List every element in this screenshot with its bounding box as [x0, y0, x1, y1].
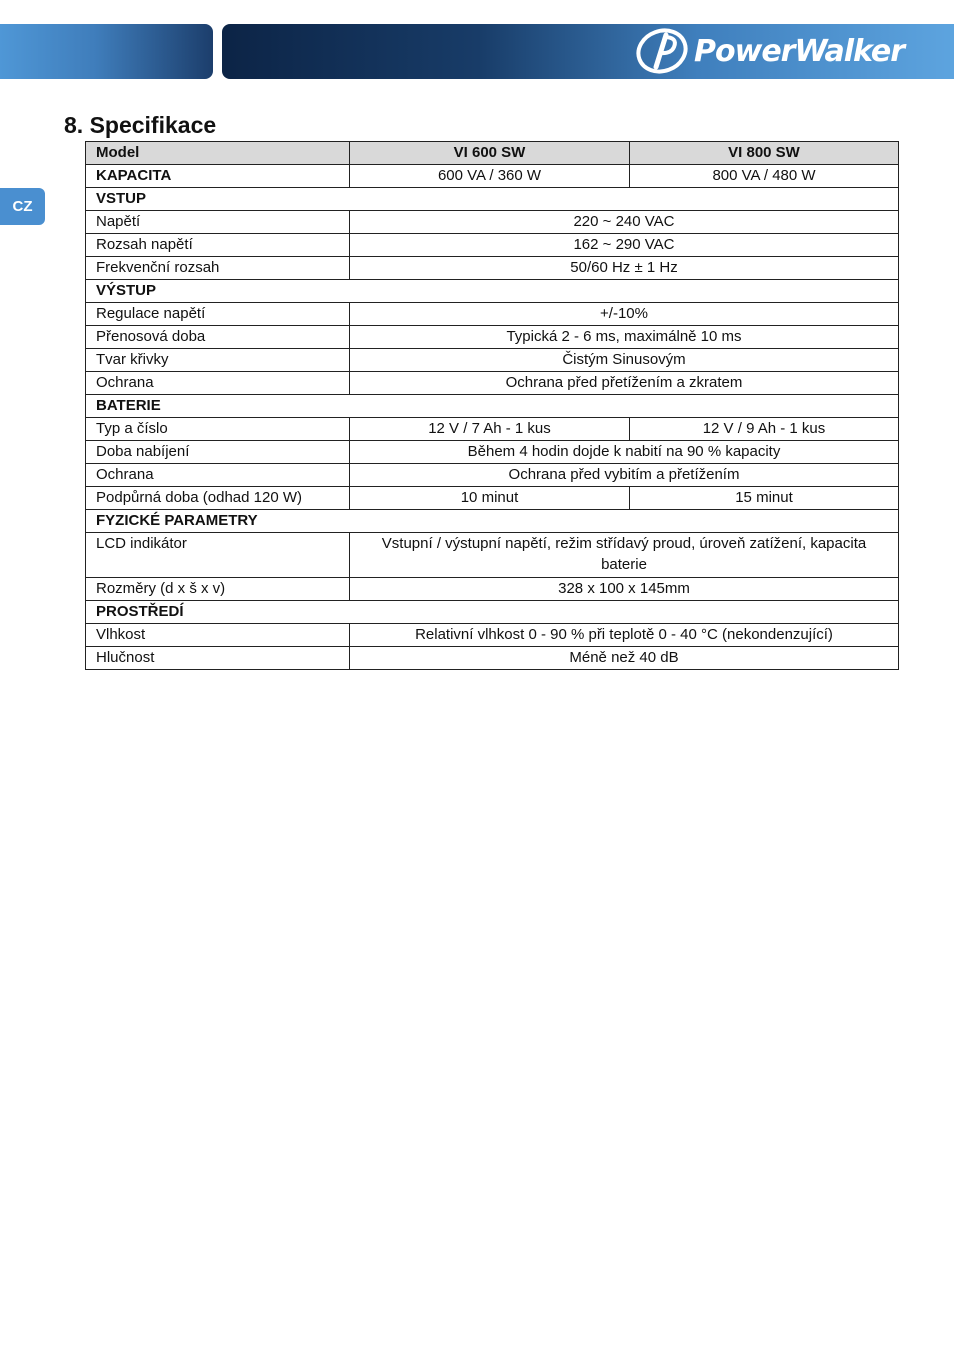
row-label: Podpůrná doba (odhad 120 W): [86, 487, 350, 510]
table-row: [86, 326, 899, 349]
section-label: FYZICKÉ PARAMETRY: [86, 510, 899, 533]
row-value: 328 x 100 x 145mm: [350, 578, 899, 601]
row-value: 10 minut: [350, 487, 630, 510]
row-value: 220 ~ 240 VAC: [350, 211, 899, 234]
header-cell: VI 600 SW: [350, 142, 630, 165]
row-value: 12 V / 7 Ah - 1 kus: [350, 418, 630, 441]
section-row: [86, 510, 899, 533]
section-row: [86, 188, 899, 211]
row-value: 15 minut: [630, 487, 899, 510]
row-label: Přenosová doba: [86, 326, 350, 349]
header-cell: VI 800 SW: [630, 142, 899, 165]
row-value: +/-10%: [350, 303, 899, 326]
table-row: [86, 257, 899, 280]
brand-name: PowerWalker: [694, 33, 905, 69]
row-value: Čistým Sinusovým: [350, 349, 899, 372]
row-value: Ochrana před vybitím a přetížením: [350, 464, 899, 487]
section-label: VSTUP: [86, 188, 899, 211]
row-value: 50/60 Hz ± 1 Hz: [350, 257, 899, 280]
section-label: BATERIE: [86, 395, 899, 418]
page-title: 8. Specifikace: [64, 112, 217, 138]
row-value: Vstupní / výstupní napětí, režim střídavý proud, úroveň zatížení, kapacita baterie: [350, 533, 899, 578]
language-tab: CZ: [0, 188, 45, 225]
table-row: [86, 234, 899, 257]
section-row: [86, 601, 899, 624]
table-row: [86, 578, 899, 601]
row-label: Vlhkost: [86, 624, 350, 647]
row-value: 162 ~ 290 VAC: [350, 234, 899, 257]
row-label: Tvar křivky: [86, 349, 350, 372]
section-row: [86, 395, 899, 418]
row-value: 12 V / 9 Ah - 1 kus: [630, 418, 899, 441]
table-row: [86, 647, 899, 670]
powerwalker-logo: [634, 26, 949, 76]
row-label: Typ a číslo: [86, 418, 350, 441]
row-label: Doba nabíjení: [86, 441, 350, 464]
power-logo-icon: [634, 27, 690, 75]
row-label: Ochrana: [86, 372, 350, 395]
table-row: [86, 487, 899, 510]
header-cell: Model: [86, 142, 350, 165]
table-row: [86, 624, 899, 647]
table-row: [86, 165, 899, 188]
table-row: [86, 418, 899, 441]
row-label: Regulace napětí: [86, 303, 350, 326]
section-label: VÝSTUP: [86, 280, 899, 303]
row-label: Napětí: [86, 211, 350, 234]
row-value: Typická 2 - 6 ms, maximálně 10 ms: [350, 326, 899, 349]
row-label: Ochrana: [86, 464, 350, 487]
table-row: [86, 441, 899, 464]
table-row: [86, 372, 899, 395]
row-label: Rozměry (d x š x v): [86, 578, 350, 601]
table-header-row: [86, 142, 899, 165]
row-label: LCD indikátor: [86, 533, 350, 578]
row-label: KAPACITA: [86, 165, 350, 188]
row-value: Relativní vlhkost 0 - 90 % při teplotě 0 - 40 °C (nekondenzující): [350, 624, 899, 647]
spec-table: [85, 141, 899, 670]
row-value: Méně než 40 dB: [350, 647, 899, 670]
row-value: 800 VA / 480 W: [630, 165, 899, 188]
section-label: PROSTŘEDÍ: [86, 601, 899, 624]
row-value: Během 4 hodin dojde k nabití na 90 % kapacity: [350, 441, 899, 464]
table-row: [86, 349, 899, 372]
table-row: [86, 464, 899, 487]
table-row: [86, 533, 899, 578]
table-row: [86, 303, 899, 326]
section-row: [86, 280, 899, 303]
row-label: Rozsah napětí: [86, 234, 350, 257]
row-label: Hlučnost: [86, 647, 350, 670]
row-label: Frekvenční rozsah: [86, 257, 350, 280]
header-band-left: [0, 24, 213, 79]
row-value: 600 VA / 360 W: [350, 165, 630, 188]
row-value: Ochrana před přetížením a zkratem: [350, 372, 899, 395]
table-row: [86, 211, 899, 234]
